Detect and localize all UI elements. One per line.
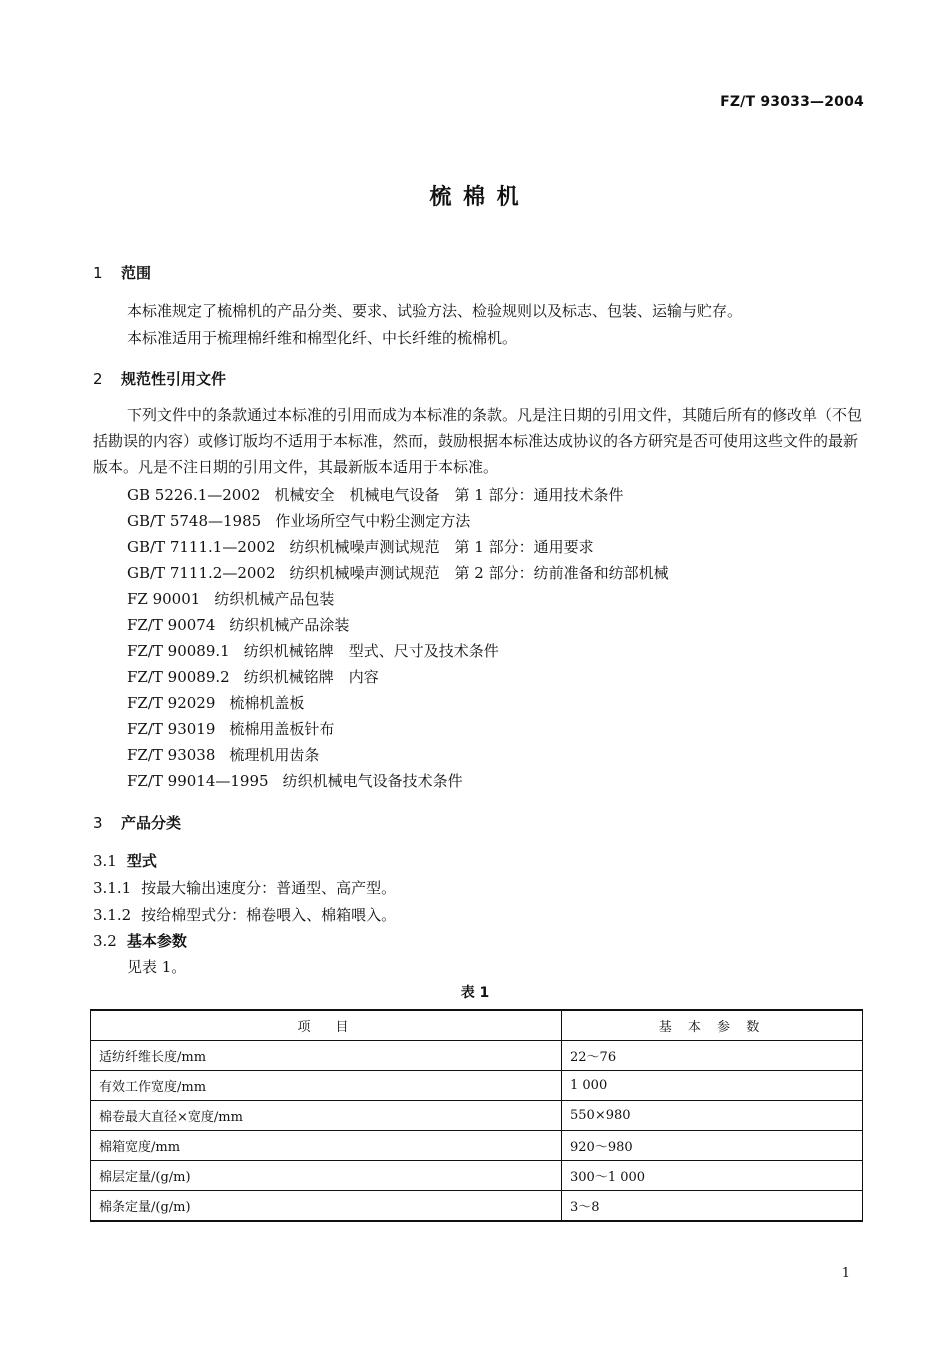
reference-item	[127, 692, 304, 713]
reference-name: 作业场所空气中粉尘测定方法	[275, 512, 471, 530]
section-2-intro: 下列文件中的条款通过本标准的引用而成为本标准的条款。凡是注日期的引用文件，其随后所有的修改单（不包括勘误的内容）或修订版均不适用于本标准，然而，鼓励根据本标准达成协议的各方研究是否可使用这些文件的最新版本。凡是不注日期的引用文件，其最新版本适用于本标准。	[93, 406, 863, 476]
clause-heading: 型式	[126, 852, 157, 870]
page-number: 1	[841, 1266, 850, 1281]
table-cell: 1 000	[562, 1071, 863, 1101]
table-cell: 300～1 000	[562, 1161, 863, 1191]
document-title: 梳 棉 机	[429, 185, 521, 210]
reference-code: GB/T 5748—1985	[127, 512, 262, 530]
reference-name: 机械安全 机械电气设备 第 1 部分：通用技术条件	[274, 486, 624, 504]
clause-text: 按给棉型式分：棉卷喂入、棉箱喂入。	[141, 906, 397, 924]
clause-text: 按最大输出速度分：普通型、高产型。	[141, 879, 397, 897]
table-row	[91, 1191, 863, 1222]
reference-code: FZ/T 93038	[127, 746, 216, 764]
reference-name: 梳理机用齿条	[229, 746, 320, 764]
reference-item	[127, 666, 379, 687]
clause-number: 3.2	[93, 932, 117, 950]
reference-item	[127, 614, 349, 635]
section-title: 规范性引用文件	[121, 370, 227, 388]
table-cell: 有效工作宽度/mm	[91, 1071, 562, 1101]
table-header-cell: 项 目	[91, 1010, 562, 1041]
clause-heading: 基本参数	[126, 932, 187, 950]
parameters-table	[90, 1009, 863, 1222]
table-cell: 适纺纤维长度/mm	[91, 1041, 562, 1071]
reference-name: 纺织机械产品包装	[214, 590, 335, 608]
clause-3-1	[93, 850, 157, 871]
clause-3-1-2	[93, 904, 396, 925]
clause-number: 3.1.1	[93, 879, 132, 897]
reference-code: FZ/T 93019	[127, 720, 216, 738]
table-cell: 550×980	[562, 1101, 863, 1131]
reference-code: FZ/T 90074	[127, 616, 216, 634]
section-number: 3	[93, 814, 103, 832]
table-cell: 3～8	[562, 1191, 863, 1222]
table-cell: 920～980	[562, 1131, 863, 1161]
table-cell: 棉层定量/(g/m)	[91, 1161, 562, 1191]
reference-item	[127, 510, 470, 531]
reference-item	[127, 718, 334, 739]
clause-number: 3.1.2	[93, 906, 132, 924]
table-caption: 表 1	[460, 985, 490, 1001]
reference-name: 纺织机械噪声测试规范 第 1 部分：通用要求	[289, 538, 594, 556]
reference-name: 梳棉机盖板	[229, 694, 305, 712]
table-cell: 棉箱宽度/mm	[91, 1131, 562, 1161]
section-1-paragraph: 本标准适用于梳理棉纤维和棉型化纤、中长纤维的梳棉机。	[127, 329, 518, 347]
table-row	[91, 1071, 863, 1101]
reference-name: 梳棉用盖板针布	[229, 720, 335, 738]
section-1-heading	[93, 262, 151, 283]
reference-code: FZ/T 90089.1	[127, 642, 230, 660]
section-number: 1	[93, 264, 103, 282]
table-row	[91, 1161, 863, 1191]
clause-number: 3.1	[93, 852, 117, 870]
reference-item	[127, 640, 499, 661]
section-3-heading	[93, 812, 181, 833]
section-1-paragraph: 本标准规定了梳棉机的产品分类、要求、试验方法、检验规则以及标志、包装、运输与贮存。	[127, 302, 743, 320]
reference-name: 纺织机械电气设备技术条件	[282, 772, 463, 790]
table-header-row	[91, 1010, 863, 1041]
reference-item	[127, 536, 594, 557]
reference-item	[127, 562, 669, 583]
reference-code: FZ 90001	[127, 590, 201, 608]
clause-3-2	[93, 930, 187, 951]
reference-code: GB/T 7111.2—2002	[127, 564, 276, 582]
reference-code: GB 5226.1—2002	[127, 486, 261, 504]
reference-name: 纺织机械铭牌 型式、尺寸及技术条件	[243, 642, 499, 660]
standard-code: FZ/T 93033—2004	[720, 94, 864, 110]
table-row	[91, 1101, 863, 1131]
section-title: 产品分类	[121, 814, 182, 832]
reference-item	[127, 484, 624, 505]
table-cell: 棉卷最大直径×宽度/mm	[91, 1101, 562, 1131]
reference-code: GB/T 7111.1—2002	[127, 538, 276, 556]
clause-3-2-text: 见表 1。	[127, 958, 187, 976]
reference-name: 纺织机械产品涂装	[229, 616, 350, 634]
table-header-cell: 基 本 参 数	[562, 1010, 863, 1041]
reference-item	[127, 588, 334, 609]
section-number: 2	[93, 370, 103, 388]
section-2-heading	[93, 368, 226, 389]
reference-item	[127, 770, 463, 791]
reference-code: FZ/T 92029	[127, 694, 216, 712]
reference-code: FZ/T 90089.2	[127, 668, 230, 686]
section-title: 范围	[121, 264, 152, 282]
reference-name: 纺织机械铭牌 内容	[243, 668, 379, 686]
table-cell: 22～76	[562, 1041, 863, 1071]
table-row	[91, 1131, 863, 1161]
clause-3-1-1	[93, 877, 396, 898]
reference-name: 纺织机械噪声测试规范 第 2 部分：纺前准备和纺部机械	[289, 564, 669, 582]
reference-item	[127, 744, 319, 765]
table-cell: 棉条定量/(g/m)	[91, 1191, 562, 1222]
reference-code: FZ/T 99014—1995	[127, 772, 269, 790]
table-row	[91, 1041, 863, 1071]
